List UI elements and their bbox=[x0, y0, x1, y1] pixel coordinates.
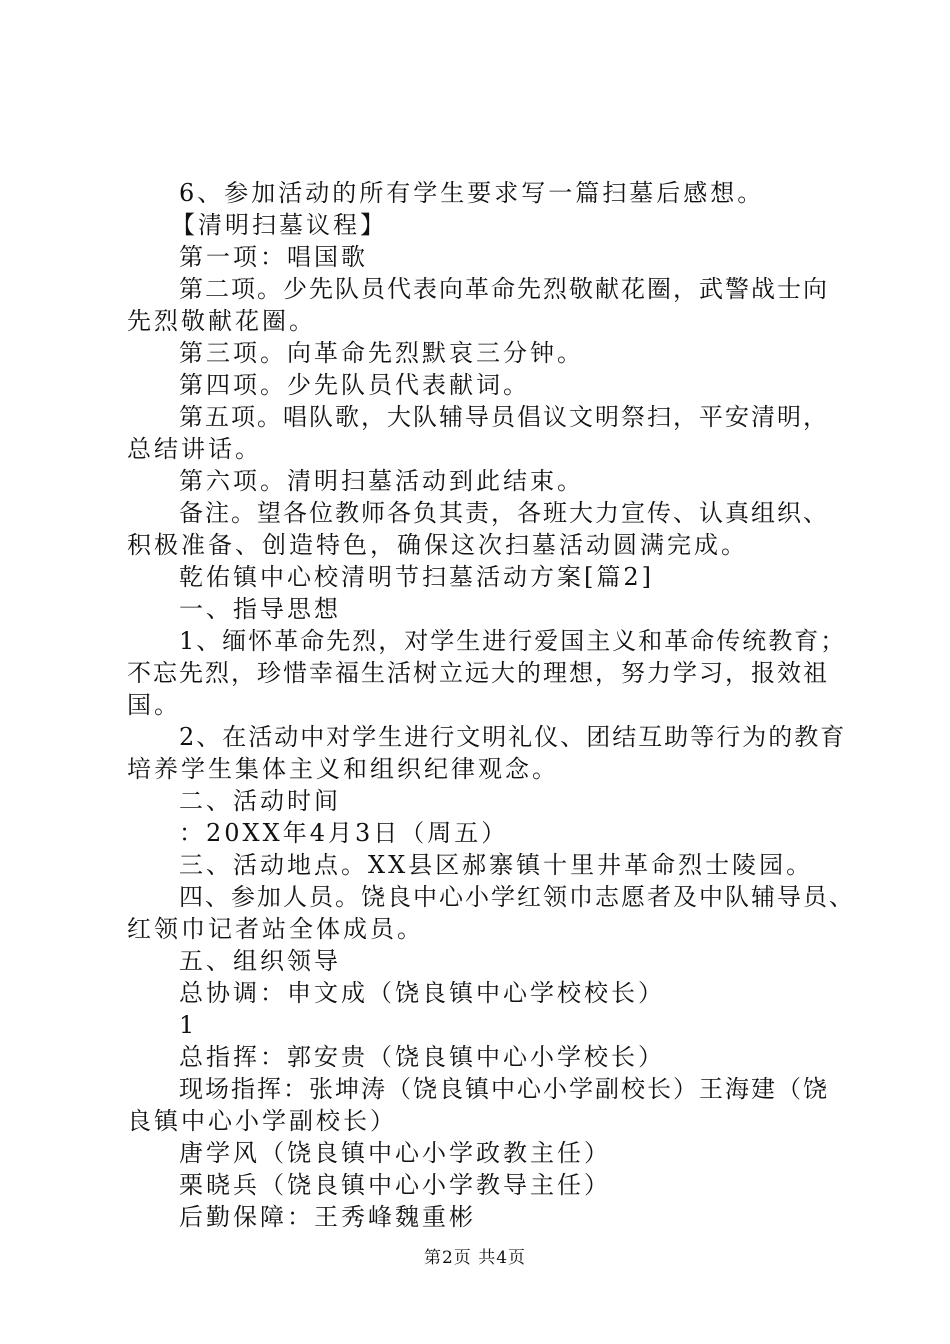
text-line: 不忘先烈，珍惜幸福生活树立远大的理想，努力学习，报效祖 bbox=[127, 659, 829, 687]
text-line: 总结讲话。 bbox=[127, 435, 262, 463]
text-line: 总指挥：郭安贵（饶良镇中心小学校长） bbox=[179, 1043, 665, 1071]
text-line: 第四项。少先队员代表献词。 bbox=[179, 371, 530, 399]
text-line: 三、活动地点。XX县区郝寨镇十里井革命烈士陵园。 bbox=[179, 851, 814, 879]
text-line: 第六项。清明扫墓活动到此结束。 bbox=[179, 467, 584, 495]
text-line: 第一项：唱国歌 bbox=[179, 243, 368, 271]
page-number-footer: 第2页 共4页 bbox=[423, 1248, 527, 1268]
text-line: 后勤保障：王秀峰魏重彬 bbox=[179, 1203, 476, 1231]
section-heading: 五、组织领导 bbox=[179, 947, 341, 975]
section-heading: 【清明扫墓议程】 bbox=[171, 211, 387, 239]
section-heading: 乾佑镇中心校清明节扫墓活动方案[篇2] bbox=[179, 563, 654, 591]
text-line: 备注。望各位教师各负其责，各班大力宣传、认真组织、 bbox=[179, 499, 829, 527]
text-line: 国。 bbox=[127, 691, 181, 719]
text-line: 第五项。唱队歌，大队辅导员倡议文明祭扫，平安清明， bbox=[179, 403, 829, 431]
text-line: 先烈敬献花圈。 bbox=[127, 307, 316, 335]
section-heading: 一、指导思想 bbox=[179, 595, 341, 623]
text-line: ：20XX年4月3日（周五） bbox=[179, 819, 509, 847]
text-line: 红领巾记者站全体成员。 bbox=[127, 915, 424, 943]
text-line: 栗晓兵（饶良镇中心小学教导主任） bbox=[179, 1171, 611, 1199]
text-line: 第二项。少先队员代表向革命先烈敬献花圈，武警战士向 bbox=[179, 275, 829, 303]
text-line: 1、缅怀革命先烈，对学生进行爱国主义和革命传统教育； bbox=[179, 627, 847, 655]
text-line: 1 bbox=[179, 1011, 198, 1039]
section-heading: 二、活动时间 bbox=[179, 787, 341, 815]
text-line: 第三项。向革命先烈默哀三分钟。 bbox=[179, 339, 584, 367]
document-body bbox=[127, 177, 855, 1233]
text-line: 现场指挥：张坤涛（饶良镇中心小学副校长）王海建（饶 bbox=[179, 1075, 829, 1103]
text-line: 良镇中心小学副校长） bbox=[127, 1107, 397, 1135]
text-line: 培养学生集体主义和组织纪律观念。 bbox=[127, 755, 559, 783]
text-line: 6、参加活动的所有学生要求写一篇扫墓后感想。 bbox=[179, 179, 765, 207]
text-line: 总协调：申文成（饶良镇中心学校校长） bbox=[179, 979, 665, 1007]
text-line: 积极准备、创造特色，确保这次扫墓活动圆满完成。 bbox=[127, 531, 748, 559]
text-line: 2、在活动中对学生进行文明礼仪、团结互助等行为的教育 bbox=[179, 723, 847, 751]
text-line: 四、参加人员。饶良中心小学红领巾志愿者及中队辅导员、 bbox=[179, 883, 855, 911]
text-line: 唐学风（饶良镇中心小学政教主任） bbox=[179, 1139, 611, 1167]
